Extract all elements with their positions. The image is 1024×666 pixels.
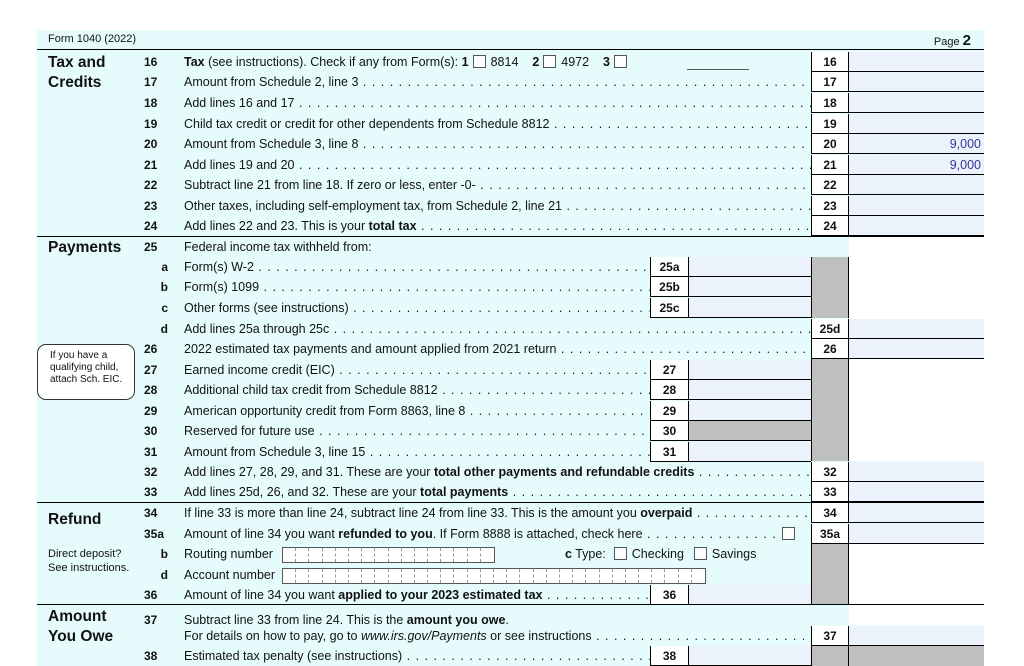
line-38-amount-field[interactable] (688, 646, 811, 666)
line-31-row: 31 Amount from Schedule 3, line 15 . . 31 (37, 442, 984, 462)
line-25b-row: b Form(s) 1099 . . 25b (37, 277, 984, 297)
line-19-row: 19 Child tax credit or credit for other dependents from Schedule 8812 . . 19 (37, 114, 984, 134)
line-25c-amount-field[interactable] (688, 298, 811, 318)
line-32-row: 32 Add lines 27, 28, 29, and 31. These are your total other payments and refundable credits . . 32 (37, 462, 984, 482)
page-indicator: Page 2 (933, 32, 971, 49)
line-20-row: 20 Amount from Schedule 3, line 8 . . 20 9,000 (37, 134, 984, 154)
line-16-amount-field[interactable] (849, 52, 984, 72)
line-37-row: 37 Subtract line 33 from line 24. This is the amount you owe. For details on how to pay, go to www.irs.gov/Payments or see instructions . . 37 (37, 608, 984, 646)
line-19-amount-field[interactable] (849, 114, 984, 134)
line-17-amount-field[interactable] (849, 72, 984, 92)
line-26-amount-field[interactable] (849, 339, 984, 359)
line-35d-row: d Account number (37, 565, 984, 585)
savings-checkbox[interactable] (694, 547, 707, 560)
line-26-row: 26 2022 estimated tax payments and amount applied from 2021 return . . 26 (37, 339, 984, 359)
section-title-amount-you-owe: Amount You Owe (48, 608, 114, 645)
line-23-row: 23 Other taxes, including self-employment tax, from Schedule 2, line 21 . . 23 (37, 196, 984, 216)
checking-checkbox[interactable] (614, 547, 627, 560)
irs-payments-link[interactable]: www.irs.gov/Payments (360, 629, 487, 643)
line-25d-row: d Add lines 25a through 25c . . 25d (37, 319, 984, 339)
line-34-row: 34 If line 33 is more than line 24, subtract line 24 from line 33. This is the amount you overpaid . . 34 (37, 503, 984, 523)
line-29-amount-field[interactable] (688, 401, 811, 421)
form-1040-page-2 (37, 30, 984, 666)
line-23-amount-field[interactable] (849, 196, 984, 216)
line-16-other-form-field[interactable] (687, 69, 749, 70)
line-16-text: Tax (see instructions). Check if any from Form(s): 1 8814 2 4972 3 (184, 55, 844, 69)
page-number: 2 (962, 32, 971, 49)
routing-number-input[interactable] (282, 547, 495, 563)
line-29-row: 29 American opportunity credit from Form 8863, line 8 . . 29 (37, 401, 984, 421)
line-38-row: 38 Estimated tax penalty (see instructions) . . 38 (37, 646, 984, 666)
section-title-tax-credits: Tax and Credits (48, 54, 106, 91)
line-25a-amount-field[interactable] (688, 257, 811, 277)
line-25d-amount-field[interactable] (849, 319, 984, 339)
form-4972-checkbox[interactable] (543, 55, 556, 68)
line-25c-row: c Other forms (see instructions) . . 25c (37, 298, 984, 318)
line-35b-row: b Routing number c Type: Checking Savings (160, 547, 757, 561)
account-number-input[interactable] (282, 568, 706, 584)
line-24-row: 24 Add lines 22 and 23. This is your total tax . . 24 (37, 216, 984, 236)
line-34-amount-field[interactable] (849, 503, 984, 523)
line-25-row: 25 Federal income tax withheld from: (144, 240, 372, 254)
line-21-amount-field[interactable]: 9,000 (849, 155, 984, 175)
line-35a-amount-field[interactable] (849, 524, 984, 544)
line-17-row: 17 Amount from Schedule 2, line 3 . . 17 (37, 72, 984, 92)
shaded-column (811, 646, 849, 666)
line-31-amount-field[interactable] (688, 442, 811, 462)
form-8888-checkbox[interactable] (782, 527, 795, 540)
eic-note-box: If you have a qualifying child, attach Sch. EIC. (37, 344, 135, 400)
line-36-amount-field[interactable] (688, 585, 811, 605)
shaded-column (849, 646, 984, 666)
section-title-refund: Refund (48, 511, 102, 528)
line-28-row: 28 Additional child tax credit from Schedule 8812 . . 28 (37, 380, 984, 400)
line-21-row: 21 Add lines 19 and 20 . . 21 9,000 (37, 155, 984, 175)
line-37-amount-field[interactable] (849, 626, 984, 646)
line-28-amount-field[interactable] (688, 380, 811, 400)
direct-deposit-note: Direct deposit? See instructions. (48, 548, 130, 574)
line-20-amount-field[interactable]: 9,000 (849, 134, 984, 154)
line-30-reserved-field (688, 421, 811, 441)
line-25a-row: a Form(s) W-2 . . 25a (37, 257, 984, 277)
line-33-amount-field[interactable] (849, 482, 984, 502)
section-title-payments: Payments (48, 239, 122, 256)
line-33-row: 33 Add lines 25d, 26, and 32. These are your total payments . . 33 (37, 482, 984, 502)
line-24-amount-field[interactable] (849, 216, 984, 236)
form-header (37, 30, 984, 50)
line-18-amount-field[interactable] (849, 93, 984, 113)
line-32-amount-field[interactable] (849, 462, 984, 482)
line-27-amount-field[interactable] (688, 360, 811, 380)
line-27-row: 27 Earned income credit (EIC) . . 27 (37, 360, 984, 380)
line-22-amount-field[interactable] (849, 175, 984, 195)
line-25b-amount-field[interactable] (688, 277, 811, 297)
form-other-checkbox[interactable] (614, 55, 627, 68)
line-18-row: 18 Add lines 16 and 17 . . 18 (37, 93, 984, 113)
line-36-row: 36 Amount of line 34 you want applied to your 2023 estimated tax . . 36 (37, 585, 984, 605)
line-16-row: 16 Tax (see instructions). Check if any from Form(s): 1 8814 2 4972 3 16 (37, 52, 984, 72)
account-type-group: c Type: Checking Savings (565, 547, 757, 561)
line-35a-row: 35a Amount of line 34 you want refunded to you. If Form 8888 is attached, check here . . 35a (37, 524, 984, 544)
line-22-row: 22 Subtract line 21 from line 18. If zero or less, enter -0- . . 22 (37, 175, 984, 195)
line-30-row: 30 Reserved for future use . . 30 (37, 421, 984, 441)
form-label: Form 1040 (2022) (48, 33, 137, 45)
form-8814-checkbox[interactable] (473, 55, 486, 68)
